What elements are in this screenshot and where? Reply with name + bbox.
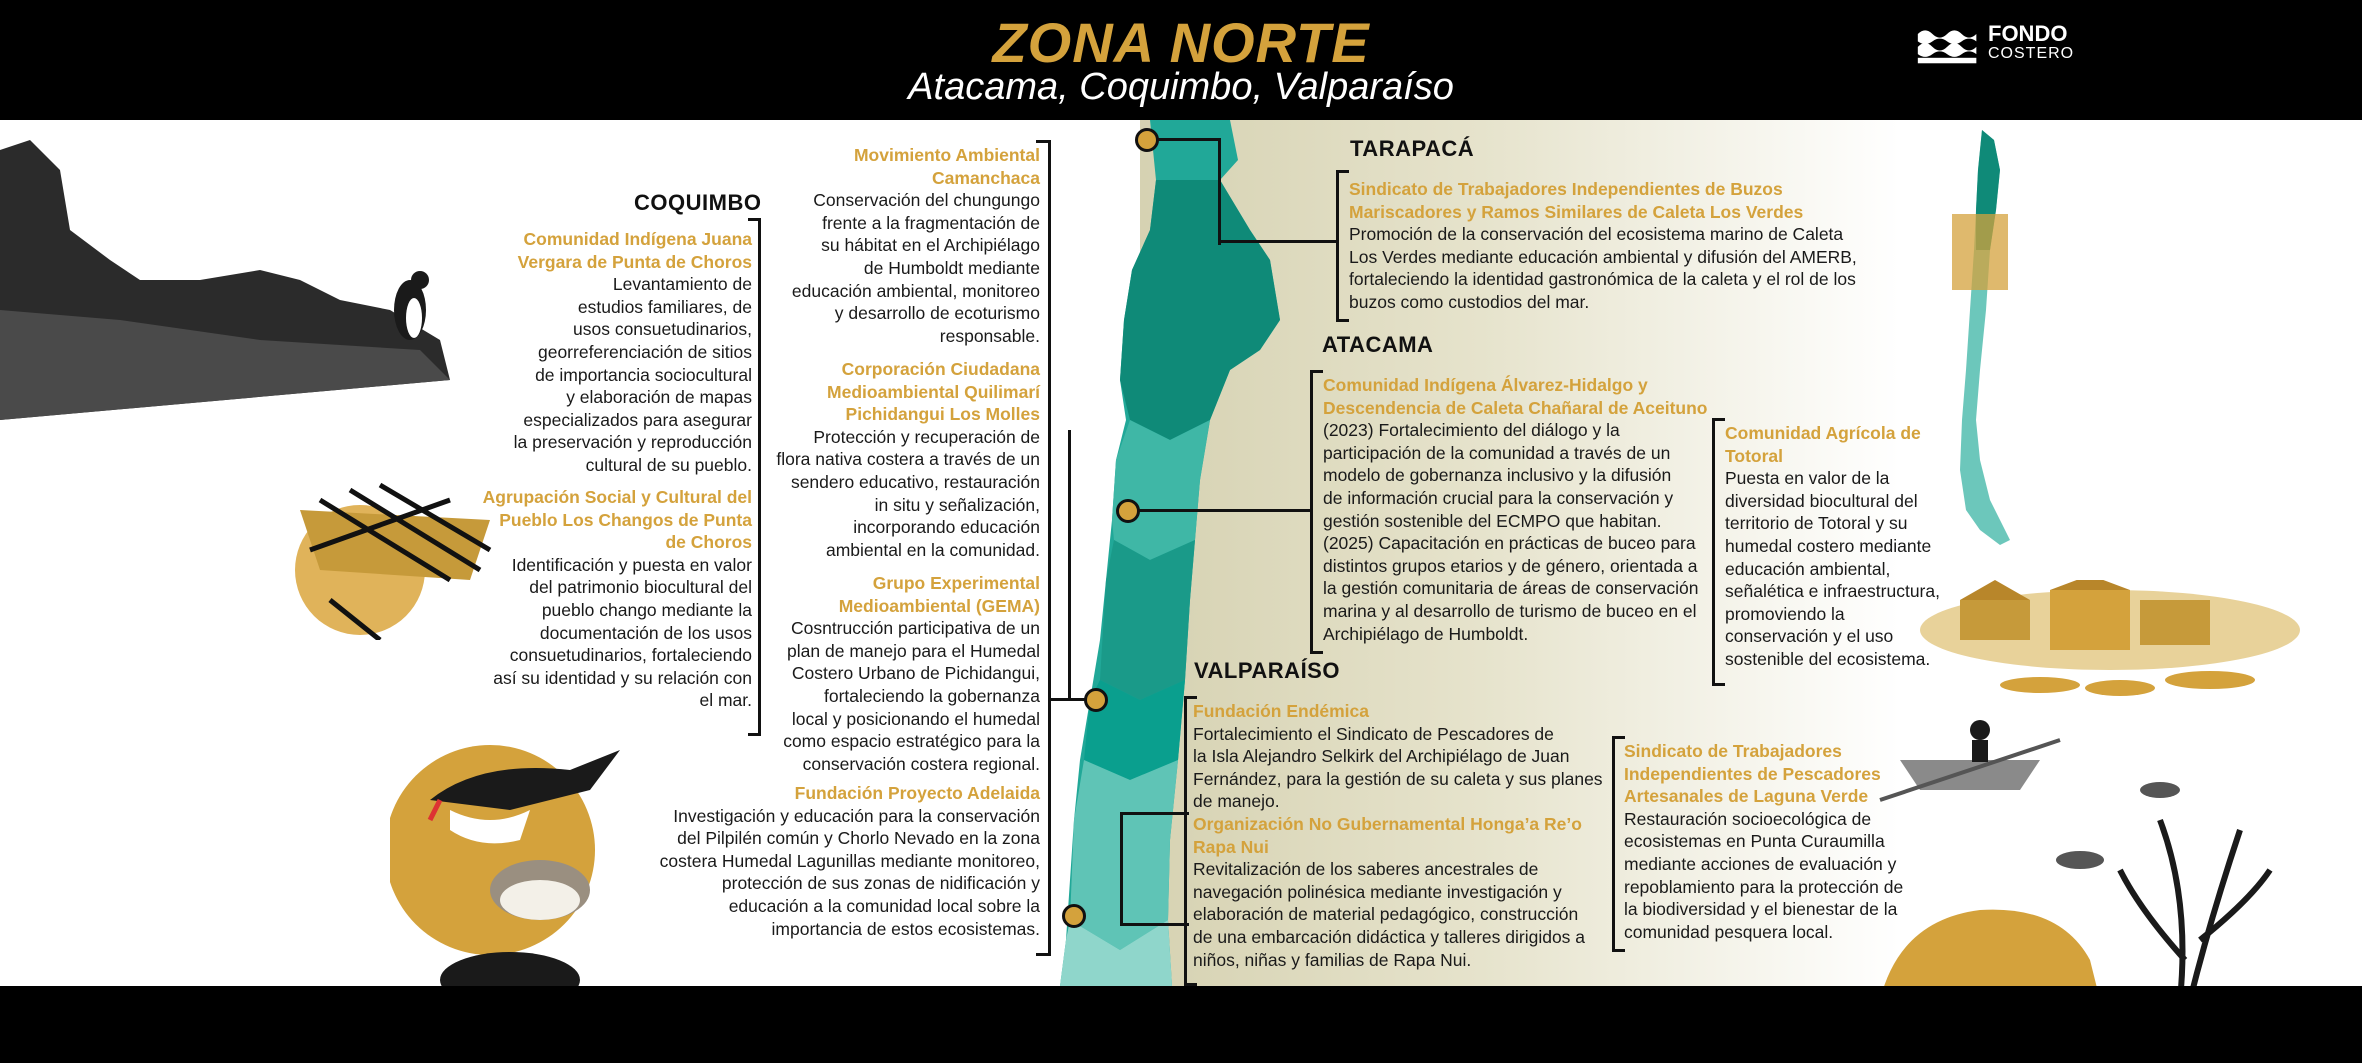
atacama-connector: [1138, 509, 1310, 512]
fondo-costero-logo-icon: [1916, 24, 1980, 66]
org-name: Corporación Ciudadana Medioambiental Quilimarí Pichidangui Los Molles: [827, 359, 1040, 425]
map-marker-coquimbo-south: [1062, 904, 1086, 928]
tarapaca-entry: [1349, 178, 1889, 314]
village-illustration-icon: [1920, 580, 2300, 710]
org-name: Fundación Endémica: [1193, 701, 1369, 721]
atacama-entry: [1323, 374, 1723, 645]
map-marker-coquimbo: [1084, 688, 1108, 712]
org-name: Sindicato de Trabajadores Independientes de Buzos Mariscadores y Ramos Similares de Caleta Los Verdes: [1349, 179, 1804, 222]
coquimbo-center-entry-2: [640, 358, 1040, 561]
org-name: Comunidad Indígena Álvarez-Hidalgo y Descendencia de Caleta Chañaral de Aceituno: [1323, 375, 1708, 418]
org-name: Comunidad Agrícola de Totoral: [1725, 423, 1921, 466]
org-name: Sindicato de Trabajadores Independientes de Pescadores Artesanales de Laguna Verde: [1624, 741, 1881, 807]
region-coquimbo: COQUIMBO: [634, 190, 762, 215]
totoral-bracket: [1712, 418, 1725, 686]
logo-line-2: COSTERO: [1988, 45, 2075, 62]
logo-wordmark: [1988, 21, 2075, 64]
valparaiso-entry-2: [1193, 813, 1613, 971]
coquimbo-center-connector: [1048, 430, 1071, 701]
org-name: Agrupación Social y Cultural del Pueblo Los Changos de Punta de Choros: [482, 487, 752, 553]
tarapaca-connector: [1158, 138, 1221, 245]
coquimbo-connector-line: [1048, 698, 1088, 701]
org-name: Grupo Experimental Medioambiental (GEMA): [838, 573, 1040, 616]
org-description: Identificación y puesta en valor del patrimonio biocultural del pueblo chango mediante la documentación de los usos consuetudinarios, fortaleciendo así su identidad y su relación con el mar.: [493, 554, 752, 711]
map-marker-atacama: [1116, 499, 1140, 523]
org-description: Protección y recuperación de flora nativa costera a través de un sendero educativo, restauración in situ y señalización, incorporando educación ambiental en la comunidad.: [776, 426, 1040, 560]
org-description: Restauración socioecológica de ecosistemas en Punta Curaumilla mediante acciones de evaluación y repoblamiento para la protección de la biodiversidad y el bienestar de la comunidad pesquera local.: [1624, 808, 1904, 942]
org-description: Puesta en valor de la diversidad biocultural del territorio de Totoral y su humedal costero mediante educación ambiental, señalética e infraestructura, promoviendo la conservación y el uso sostenible del ecosistema.: [1725, 468, 1940, 669]
page-title: ZONA NORTE: [992, 11, 1370, 74]
region-tarapaca: TARAPACÁ: [1350, 136, 1475, 161]
totoral-entry: [1725, 422, 1955, 671]
org-description: (2023) Fortalecimiento del diálogo y la participación de la comunidad a través de un modelo de gobernanza inclusivo y la difusión de información crucial para la conservación y gestión sostenible del ECMPO que habitan. (2025) Capacitación en prácticas de buceo para distintos grupos etarios y de género, orientada a la gestión comunitaria de áreas de conservación marina y al desarrollo de turismo de buceo en el Archipiélago de Humboldt.: [1323, 420, 1699, 644]
org-description: Revitalización de los saberes ancestrales de navegación polinésica mediante investigación y elaboración de material pedagógico, construcción de una embarcación didáctica y talleres dirigidos a niños, niñas y familias de Rapa Nui.: [1193, 859, 1586, 970]
org-name: Movimiento Ambiental Camanchaca: [853, 145, 1040, 188]
laguna-verde-entry: [1624, 740, 1924, 943]
coquimbo-center-entry-4: [600, 782, 1040, 940]
region-valparaiso: VALPARAÍSO: [1194, 658, 1340, 683]
org-description: Cosntrucción participativa de un plan de manejo para el Humedal Costero Urbano de Pichidangui, fortaleciendo la gobernanza local y posicionando el humedal como espacio estratégico para la conservación costera regional.: [783, 618, 1040, 774]
org-name: Organización No Gubernamental Honga’a Re’o Rapa Nui: [1193, 814, 1582, 857]
valparaiso-entry-1: [1193, 700, 1613, 813]
org-description: Fortalecimiento el Sindicato de Pescadores de la Isla Alejandro Selkirk del Archipiélago de Juan Fernández, para la gestión de su caleta y sus planes de manejo.: [1193, 723, 1603, 812]
org-description: Levantamiento de estudios familiares, de usos consuetudinarios, georreferenciación de sitios de importancia sociocultural y elaboración de mapas especializados para asegurar la preservación y reproducción cultural de su pueblo.: [513, 274, 752, 475]
map-marker-tarapaca: [1135, 128, 1159, 152]
region-atacama: ATACAMA: [1322, 332, 1434, 357]
atacama-bracket: [1310, 370, 1323, 654]
org-name: Fundación Proyecto Adelaida: [794, 783, 1040, 803]
tarapaca-connector-h: [1218, 240, 1338, 243]
logo-line-1: FONDO: [1988, 21, 2068, 46]
page-subtitle: Atacama, Coquimbo, Valparaíso: [908, 66, 1454, 108]
valparaiso-connector: [1120, 812, 1189, 926]
footer-band: [0, 986, 2362, 1063]
coquimbo-center-entry-1: [640, 144, 1040, 347]
org-name: Comunidad Indígena Juana Vergara de Punta de Choros: [517, 229, 752, 272]
coast-penguin-illustration-icon: [0, 130, 480, 440]
org-description: Conservación del chungungo frente a la fragmentación de su hábitat en el Archipiélago de Humboldt mediante educación ambiental, monitoreo y desarrollo de ecoturismo responsable.: [791, 190, 1040, 346]
tarapaca-bracket: [1336, 170, 1349, 322]
org-description: Investigación y educación para la conservación del Pilpilén común y Chorlo Nevado en la zona costera Humedal Lagunillas mediante monitoreo, protección de sus zonas de nidificación y educación a la comunidad local sobre la importancia de estos ecosistemas.: [659, 805, 1040, 939]
org-description: Promoción de la conservación del ecosistema marino de Caleta Los Verdes mediante educación ambiental y difusión del AMERB, fortaleciendo la identidad gastronómica de la caleta y el rol de los buzos como custodios del mar.: [1349, 224, 1857, 312]
coquimbo-center-entry-3: [640, 572, 1040, 775]
